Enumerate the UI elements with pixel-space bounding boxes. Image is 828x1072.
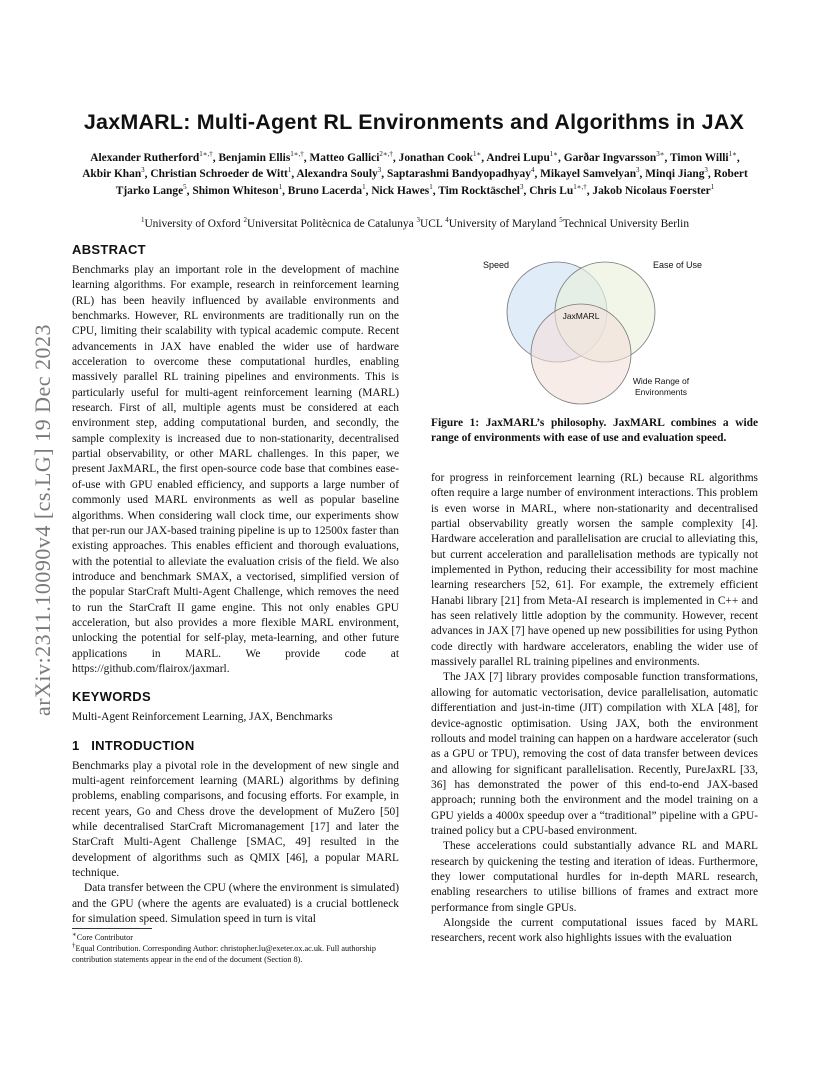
abstract-heading: ABSTRACT xyxy=(72,242,146,257)
figure-venn-diagram xyxy=(431,246,758,406)
footnote-rule xyxy=(72,928,152,929)
author-name: Robert Tjarko Lange$^5$ xyxy=(115,168,748,197)
center-label: JaxMARL xyxy=(562,311,600,321)
author-name: Christian Schroeder de Witt$^1$ xyxy=(150,166,292,181)
author-name: Shimon Whiteson$^1$ xyxy=(192,183,283,197)
body-paragraph: The JAX [7] library provides composable function transformations, allowing for automatic vectorisation, device parallelisation, automatic differentiation and just-in-time (JIT) compilation with XLA [48], for device-agnostic optimisation. Using JAX, both the environment rollouts and model training can happen on a hardware accelerator (such as a GPU or TPU), removing the cost of data transfer between devices and allowing for significant parallelisation. Recently, PureJaxRL [33, 36] has demonstrated the power of this end-to-end JAX-based approach; running both the environment and the model training on a GPU yields a 4000x speedup over a “traditional” pipeline with a GPU-trained policy but a CPU-based environment. xyxy=(431,671,758,837)
footnote-equal: †Equal Contribution. Corresponding Author: christopher.lu@exeter.ox.ac.uk. Full authorship contribution statements appear in the end of the document (Section 8). xyxy=(72,941,376,964)
author-name: Matteo Gallici$^{2∗,\dagger}$ xyxy=(309,150,393,164)
intro-paragraph: Benchmarks play a pivotal role in the development of new single and multi-agent reinforcement learning (MARL) algorithms by defining problems, enabling comparisons, and focusing efforts. For example, in recent years, Go and Chess drove the development of MuZero [50] while decentralised StarCraft Micromanagement [17] and later the StarCraft Multi-Agent Challenge [SMAC, 49] resulted in the development of algorithms such as QMIX [46], a popular MARL technique. xyxy=(72,759,399,880)
author-name: Chris $Lu^{1∗,\dagger}$ xyxy=(529,183,587,197)
introduction-heading: 1 INTRODUCTION xyxy=(72,737,195,753)
body-paragraph: for progress in reinforcement learning (RL) because RL algorithms often require a large number of environment interactions. This problem is even worse in MARL, where non-stationarity and decentralised partial observability greatly worsen the sample complexity [4]. Hardware acceleration and parallelisation are crucial to alleviating this, but current acceleration and parallelisation methods are typically not implemented in Python, reducing their accessibility for most machine learning researchers [52, 61]. For example, the extremely efficient Hanabi library [21] from Meta-AI research is implemented in C++ and has seen relatively little adoption by the community. However, recent advances in JAX [7] have opened up new possibilities for using Python code directly with hardware accelerators, enabling the wider use of massively parallel RL training pipelines and environments. xyxy=(431,472,758,669)
arxiv-sidebar xyxy=(28,285,58,755)
figure-caption: Figure 1: JaxMARL’s philosophy. JaxMARL combines a wide range of environments with ease of use and evaluation speed. xyxy=(431,417,758,445)
author-name: Tim Rocktäschel$^3$ xyxy=(438,183,524,197)
affiliations xyxy=(80,218,750,230)
wide-range-label-line2: Environments xyxy=(635,387,687,397)
author-name: Alexandra Souly$^3$ xyxy=(296,166,382,181)
footnote-core: ∗Core Contributor xyxy=(72,930,133,942)
author-name: Nick Hawes$^1$ xyxy=(371,183,433,197)
venn-diagram xyxy=(431,246,758,406)
author-name: Saptarashmi Bandyopadhyay$^4$ xyxy=(386,166,535,181)
author-name: Jonathan Cook$^{1∗}$ xyxy=(398,150,482,164)
author-name: Andrei Lupu$^{1∗}$ xyxy=(486,150,559,164)
footnotes xyxy=(72,932,399,965)
abstract-text: Benchmarks play an important role in the development of machine learning algorithms. For example, research in reinforcement learning (RL) has been heavily influenced by available environments and benchmarks. However, RL environments are traditionally run on the CPU, limiting their scalability with typical academic compute. Recent advancements in JAX have enabled the wider use of hardware acceleration to overcome these computational hurdles, enabling massively parallel RL training pipelines and environments. This is particularly useful for multi-agent reinforcement learning (MARL) research. First of all, multiple agents must be considered at each environment step, adding computational burden, and secondly, the sample complexity is increased due to non-stationarity, decentralised partial observability, or other MARL challenges. In this paper, we present JaxMARL, the first open-source code base that combines ease-of-use with GPU enabled efficiency, and supports a large number of commonly used MARL environments as well as popular baseline algorithms. When considering wall clock time, our experiments show that per-run our JAX-based training pipeline is up to 12500x faster than existing approaches. This enables efficient and thorough evaluations, with the potential to alleviate the evaluation crisis of the field. We also introduce and benchmark SMAX, a vectorised, simplified version of the popular StarCraft Multi-Agent Challenge, which removes the need to run the StarCraft II game engine. This not only enables GPU acceleration, but also provides a more flexible MARL environment, unlocking the potential for self-play, meta-learning, and other future applications in MARL. We provide code at https://github.com/flairox/jaxmarl. xyxy=(72,264,399,675)
affiliation: $^4$University of Maryland xyxy=(445,216,557,230)
affiliation: $^3$UCL xyxy=(416,216,443,230)
author-name: Jakob Nicolaus Foerster$^1$ xyxy=(592,183,715,197)
affiliation: $^1$University of Oxford xyxy=(140,216,241,230)
paper-title: JaxMARL: Multi-Agent RL Environments and Algorithms in JAX xyxy=(83,110,745,134)
affiliation: $^2$Universitat Politècnica de Catalunya xyxy=(243,216,414,230)
speed-label: Speed xyxy=(483,260,510,270)
author-name: Mikayel Samvelyan$^3$ xyxy=(540,166,640,181)
author-name: Minqi Jiang$^3$ xyxy=(645,166,708,181)
left-column xyxy=(72,242,399,927)
arxiv-identifier: arXiv:2311.10090v4 [cs.LG] 19 Dec 2023 xyxy=(30,323,55,717)
keywords-text: Multi-Agent Reinforcement Learning, JAX, Benchmarks xyxy=(72,711,333,724)
author-name: Alexander Rutherford$^{1∗,\dagger}$ xyxy=(90,150,213,164)
author-name: Benjamin Ellis$^{1∗,\dagger}$ xyxy=(218,150,304,164)
body-paragraph: These accelerations could substantially advance RL and MARL research by quickening the testing and iteration of ideas. Furthermore, they lower computational hurdles for in-depth MARL research, enabling researchers to utilise billions of frames and extract more performance from single GPUs. xyxy=(431,840,758,914)
affiliation: $^5$Technical University Berlin xyxy=(559,216,690,230)
right-column xyxy=(431,471,758,947)
body-paragraph: Alongside the current computational issues faced by MARL researchers, recent work also highlights issues with the evaluation xyxy=(431,916,758,945)
intro-paragraph: Data transfer between the CPU (where the environment is simulated) and the GPU (where the agents are evaluated) is a crucial bottleneck for simulation speed. Simulation speed in turn is vital xyxy=(72,882,399,926)
author-list: Alexander Rutherford$^{1∗,\dagger}$, Benjamin Ellis$^{1∗,\dagger}$, Matteo Gallici$^{2∗,\dagger}$, Jonathan Cook$^{1∗}$, Andrei Lupu$^{1∗}$, Garðar Ingvarsson$^{3∗}$, Timon Willi$^{1∗}$, Akbir Khan$^3$, Christian Schroeder de Witt$^1$, Alexandra Souly$^3$, Saptarashmi Bandyopadhyay$^4$, Mikayel Samvelyan$^3$, Minqi Jiang$^3$, Robert Tjarko Lange$^5$, Shimon Whiteson$^1$, Bruno Lacerda$^1$, Nick Hawes$^1$, Tim Rocktäschel$^3$, Chris $Lu^{1∗,\dagger}$, Jakob Nicolaus Foerster$^1$ xyxy=(82,150,748,197)
author-name: Bruno Lacerda$^1$ xyxy=(287,183,366,197)
keywords-heading: KEYWORDS xyxy=(72,689,151,705)
author-name: Timon Willi$^{1∗}$ xyxy=(670,150,737,164)
wide-range-label-line1: Wide Range of xyxy=(632,376,690,386)
author-name: Garðar Ingvarsson$^{3∗}$ xyxy=(563,150,665,164)
author-name: Akbir Khan$^3$ xyxy=(82,166,145,181)
ease-of-use-label: Ease of Use xyxy=(653,260,703,270)
